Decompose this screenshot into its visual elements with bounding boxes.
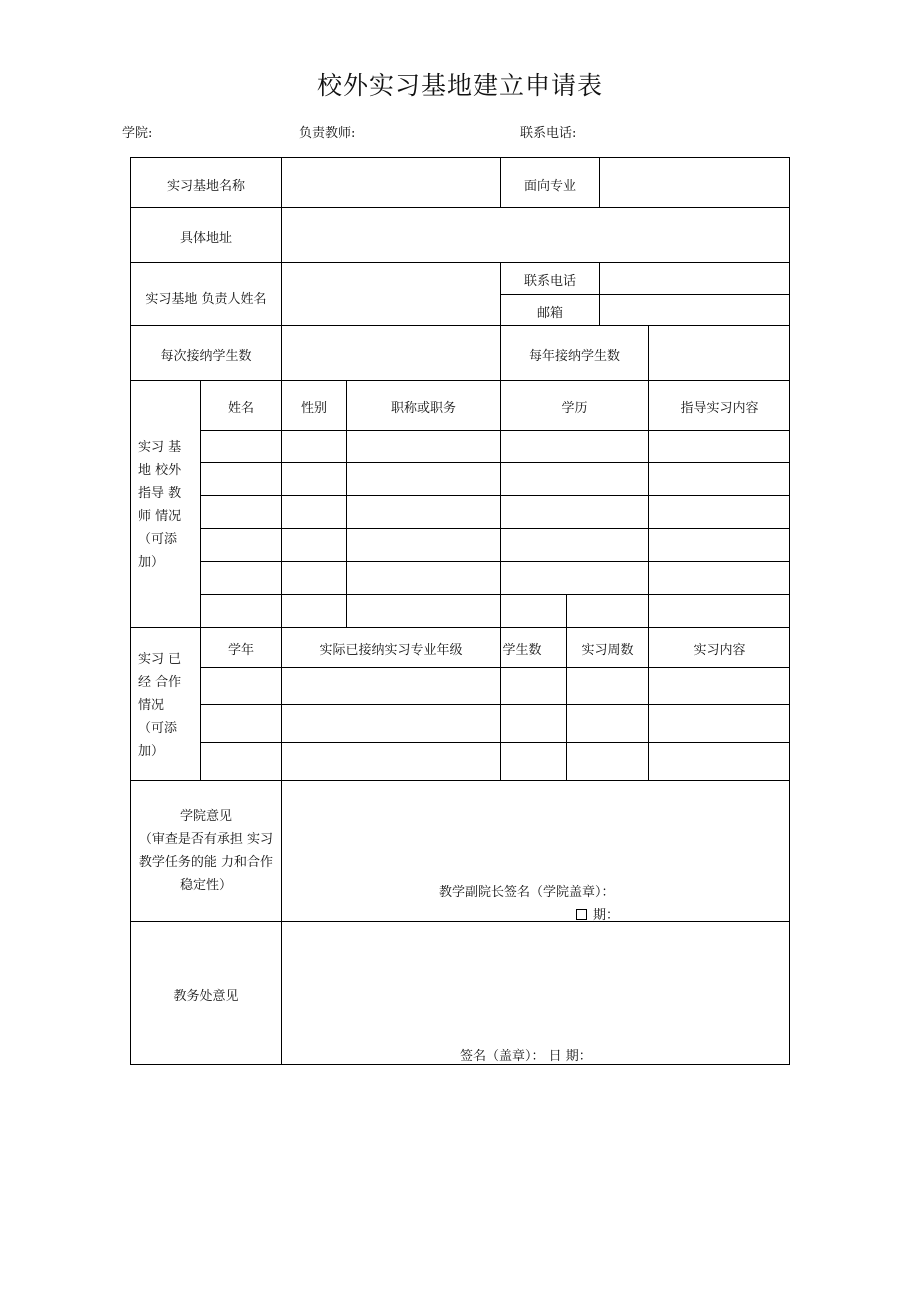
students-each-label: 每次接纳学生数 <box>160 349 252 364</box>
email-label: 邮箱 <box>536 306 563 321</box>
row-divider <box>200 742 790 743</box>
col-divider <box>648 380 649 780</box>
row-divider <box>130 262 790 263</box>
college-date: 期： <box>576 904 619 923</box>
col-title: 职称或职务 <box>390 401 456 416</box>
checkbox-icon <box>576 909 587 920</box>
row-divider <box>200 561 790 562</box>
row-divider <box>200 528 790 529</box>
row-divider <box>200 704 790 705</box>
leader-name-label: 实习基地 负责人姓名 <box>145 292 267 307</box>
col-divider <box>648 325 649 380</box>
major-label: 面向专业 <box>523 179 576 194</box>
col-year: 学年 <box>227 643 254 658</box>
row-divider <box>500 294 790 295</box>
col-divider <box>500 380 501 780</box>
teacher-label: 负责教师: <box>299 126 356 141</box>
col-divider <box>281 380 282 780</box>
phone-label: 联系电话: <box>520 126 577 141</box>
form-title: 校外实习基地建立申请表 <box>316 71 603 100</box>
college-label: 学院: <box>122 126 153 141</box>
col-student-count: 学生数 <box>502 643 542 658</box>
row-divider <box>200 430 790 431</box>
col-divider <box>281 157 282 380</box>
college-signature: 教学副院长签名（学院盖章）： <box>439 885 615 900</box>
row-divider <box>200 462 790 463</box>
students-year-label: 每年接纳学生数 <box>528 349 620 364</box>
row-divider <box>130 325 790 326</box>
col-guidance: 指导实习内容 <box>680 401 759 416</box>
col-divider <box>599 157 600 207</box>
col-content: 实习内容 <box>693 643 746 658</box>
address-label: 具体地址 <box>179 231 232 246</box>
col-divider <box>566 594 567 780</box>
base-name-label: 实习基地名称 <box>166 179 245 194</box>
college-opinion-label: 学院意见 （审查是否有承担 实习 教学任务的能 力和合作 稳定性） <box>138 809 274 893</box>
cooperation-section-label: 实习 已 经 合作 情况 （可添 加） <box>138 652 182 759</box>
row-divider <box>130 780 790 781</box>
col-divider <box>346 380 347 627</box>
row-divider <box>130 207 790 208</box>
row-divider <box>200 495 790 496</box>
row-divider <box>130 380 790 381</box>
teachers-section-label: 实习 基 地 校外 指导 教 师 情况 （可添 加） <box>138 440 182 570</box>
row-divider <box>130 921 790 922</box>
col-divider <box>599 262 600 325</box>
col-name: 姓名 <box>227 401 254 416</box>
row-divider <box>200 667 790 668</box>
col-major-grade: 实际已接纳实习专业年级 <box>319 643 463 658</box>
col-weeks: 实习周数 <box>581 643 634 658</box>
row-divider <box>130 627 790 628</box>
office-opinion-label: 教务处意见 <box>173 989 239 1004</box>
col-gender: 性别 <box>300 401 327 416</box>
row-divider <box>200 594 790 595</box>
contact-phone-label: 联系电话 <box>523 274 576 289</box>
col-divider <box>281 780 282 1065</box>
col-divider <box>200 380 201 780</box>
col-education: 学历 <box>561 401 588 416</box>
office-signature: 签名（盖章）： 日 期： <box>460 1049 592 1064</box>
